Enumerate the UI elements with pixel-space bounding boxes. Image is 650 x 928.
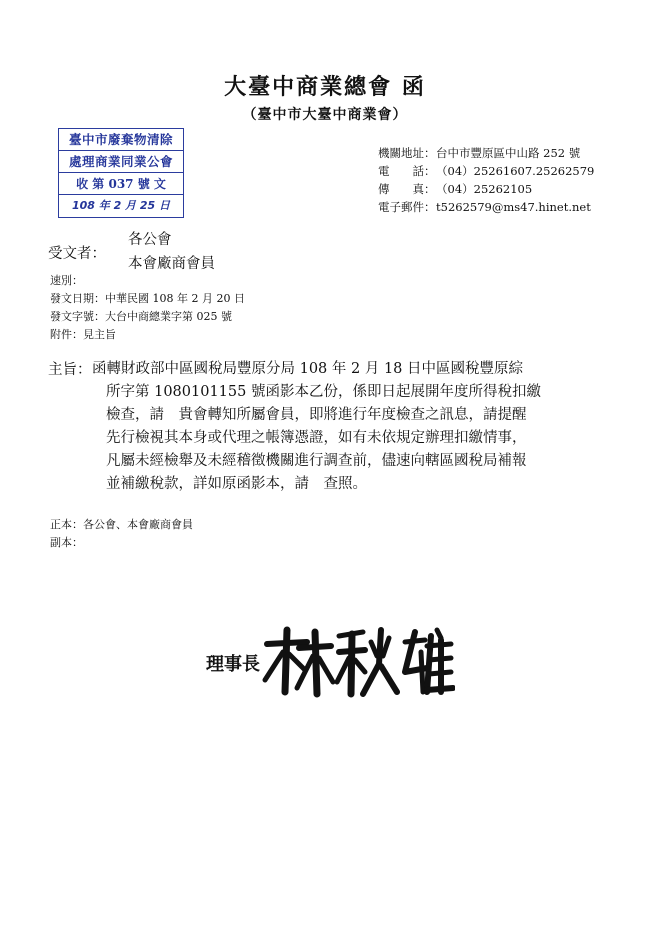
subject-line-4: 先行檢視其本身或代理之帳簿憑證，如有未依規定辦理扣繳情事，: [106, 430, 527, 446]
subject-line-6: 並補繳稅款，詳如原函影本，請 查照。: [106, 476, 367, 492]
stamp-line-1: 臺中市廢棄物清除: [59, 129, 183, 151]
fax-value: （04）25262105: [436, 182, 533, 196]
meta-block: [50, 272, 245, 344]
recipient-label: 受文者：: [48, 246, 106, 262]
signatory-title: 理事長: [206, 654, 260, 675]
recipient-list: [128, 228, 215, 276]
subject-body: [92, 358, 612, 496]
subject-line-2: 所字第 1080101155 號函影本乙份，係即日起展開年度所得稅扣繳: [106, 384, 541, 400]
stamp-line-2: 處理商業同業公會: [59, 151, 183, 173]
subject-line-1: 函轉財政部中區國稅局豐原分局 108 年 2 月 18 日中區國稅豐原綜: [92, 361, 524, 377]
subject-label: 主旨：: [48, 362, 92, 378]
address-value: 台中市豐原區中山路 252 號: [436, 146, 581, 160]
address-line: [378, 144, 594, 162]
email-value: t5262579@ms47.hinet.net: [436, 200, 591, 214]
recipient-line-2: 本會廠商會員: [128, 256, 215, 272]
receipt-stamp: [58, 128, 184, 218]
document-title: 大臺中商業總會 函: [224, 74, 426, 100]
contact-block: [378, 144, 594, 216]
copies-block: [50, 516, 193, 552]
date-line: 發文日期：中華民國 108 年 2 月 20 日: [50, 292, 245, 305]
subject-line-5: 凡屬未經檢舉及未經稽徵機關進行調查前，儘速向轄區國稅局補報: [106, 453, 527, 469]
subject-line-3: 檢查，請 貴會轉知所屬會員，即將進行年度檢查之訊息，請提醒: [106, 407, 527, 423]
recipient-line-1: 各公會: [128, 232, 172, 248]
email-label: 電子郵件：: [378, 200, 436, 214]
stamp-line-3: 收 第 037 號 文: [59, 173, 183, 195]
copy-recipients: 副本：: [50, 536, 83, 549]
email-line: [378, 198, 594, 216]
phone-value: （04）25261607.25262579: [436, 164, 595, 178]
fax-label: 傳 真：: [378, 182, 436, 196]
signature-image: [255, 622, 455, 702]
attachment-line: 附件：見主旨: [50, 328, 116, 341]
phone-line: [378, 162, 594, 180]
fax-line: [378, 180, 594, 198]
address-label: 機關地址：: [378, 146, 436, 160]
document-subtitle: （臺中市大臺中商業會）: [242, 107, 408, 123]
original-recipients: 正本：各公會、本會廠商會員: [50, 518, 193, 531]
stamp-line-4: 108 年 2 月 25 日: [71, 199, 171, 212]
phone-label: 電 話：: [378, 164, 436, 178]
number-line: 發文字號：大台中商總業字第 025 號: [50, 310, 232, 323]
speed-line: 速別：: [50, 274, 83, 287]
